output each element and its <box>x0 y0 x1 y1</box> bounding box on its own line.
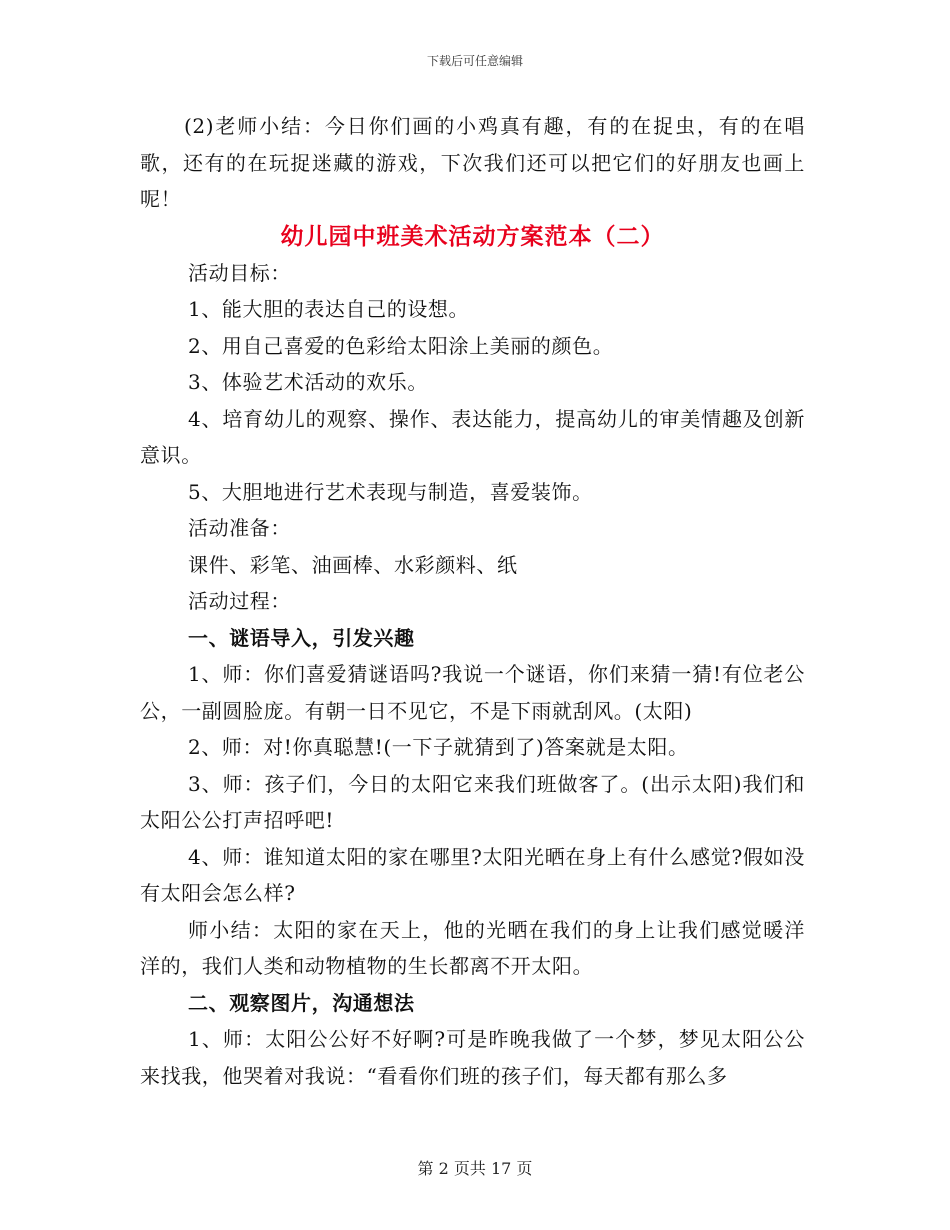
goal-item: 2、用自己喜爱的色彩给太阳涂上美丽的颜色。 <box>188 333 614 358</box>
part1-item: 1、师：你们喜爱猜谜语吗?我说一个谜语，你们来猜一猜!有位老公公，一副圆脸庞。有朝一日不见它，不是下雨就刮风。(太阳) <box>140 662 805 723</box>
part1-summary: 师小结：太阳的家在天上，他的光晒在我们的身上让我们感觉暖洋洋的，我们人类和动物植物的生长都离不开太阳。 <box>140 917 805 978</box>
page-header: 下载后可任意编辑 <box>426 54 523 68</box>
section-title: 幼儿园中班美术活动方案范本（二） <box>280 222 665 250</box>
part1-item: 2、师：对!你真聪慧!(一下子就猜到了)答案就是太阳。 <box>188 735 689 759</box>
process-heading: 活动过程： <box>188 589 291 613</box>
goal-item: 4、培育幼儿的观察、操作、表达能力，提高幼儿的审美情趣及创新意识。 <box>140 406 805 467</box>
page-footer: 第 2 页共 17 页 <box>417 1159 533 1178</box>
prep-heading: 活动准备： <box>188 516 291 540</box>
part2-item: 1、师：太阳公公好不好啊?可是昨晚我做了一个梦，梦见太阳公公来找我，他哭着对我说：“看看你们班的孩子们，每天都有那么多 <box>140 1027 805 1088</box>
goal-item: 3、体验艺术活动的欢乐。 <box>188 370 428 394</box>
goals-heading: 活动目标： <box>188 260 291 285</box>
part2-title: 二、观察图片，沟通想法 <box>188 990 415 1015</box>
goal-item: 1、能大胆的表达自己的设想。 <box>188 297 470 321</box>
intro-summary: (2)老师小结：今日你们画的小鸡真有趣，有的在捉虫，有的在唱歌，还有的在玩捉迷藏的游戏，下次我们还可以把它们的好朋友也画上呢！ <box>140 114 805 211</box>
document-body <box>140 108 805 1094</box>
part1-title: 一、谜语导入，引发兴趣 <box>188 625 415 650</box>
part1-item: 3、师：孩子们，今日的太阳它来我们班做客了。(出示太阳)我们和太阳公公打声招呼吧! <box>140 771 805 832</box>
goal-item: 5、大胆地进行艺术表现与制造，喜爱装饰。 <box>188 479 593 504</box>
prep-text: 课件、彩笔、油画棒、水彩颜料、纸 <box>188 552 518 577</box>
part1-item: 4、师：谁知道太阳的家在哪里?太阳光晒在身上有什么感觉?假如没有太阳会怎么样? <box>140 844 805 905</box>
